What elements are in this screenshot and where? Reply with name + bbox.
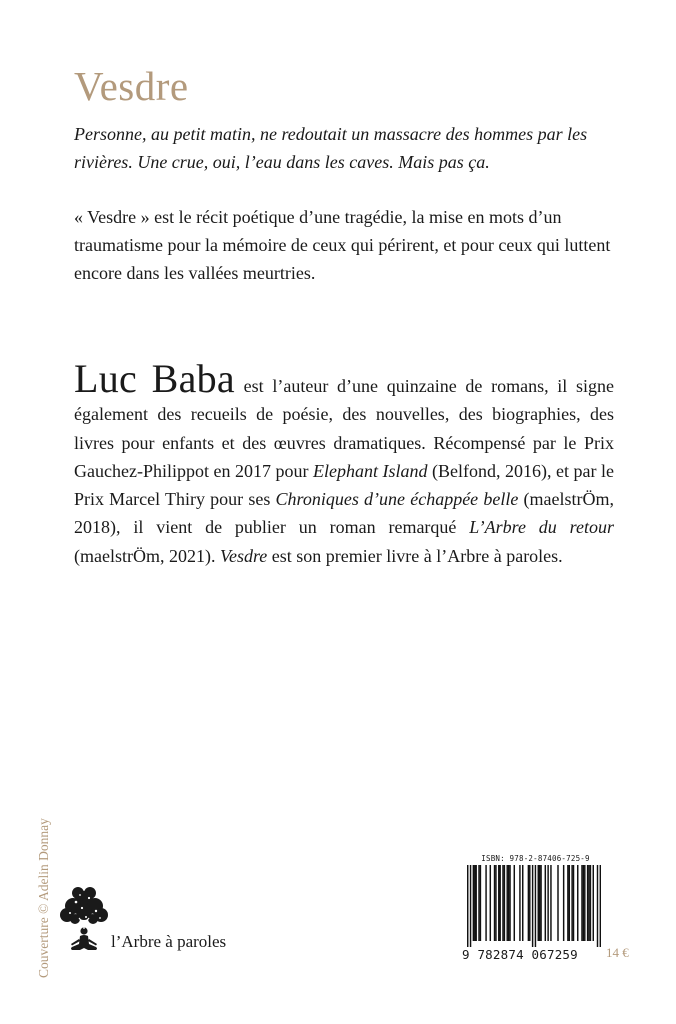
isbn-barcode	[462, 854, 604, 966]
barcode-bar	[473, 865, 474, 941]
barcode-bar	[540, 865, 541, 941]
barcode-bar	[535, 865, 536, 947]
barcode-bars	[467, 865, 601, 947]
tree-meditation-logo-icon	[58, 884, 110, 956]
isbn-label: ISBN: 978-2-87406-725-9	[481, 854, 590, 863]
barcode-bar	[509, 865, 510, 941]
barcode-bar	[600, 865, 601, 947]
barcode-bar	[593, 865, 594, 941]
barcode-bar	[557, 865, 558, 941]
cover-credit: Couverture © Adelin Donnay	[36, 818, 51, 978]
bio-text: est son premier livre à l’Arbre à paroles.	[267, 545, 563, 566]
summary: « Vesdre » est le récit poétique d’une tragédie, la mise en mots d’un traumatisme pour la mémoire de ceux qui périrent, et pour ceux qui luttent encore dans les vallées meurtries.	[74, 207, 611, 283]
barcode-bar	[577, 865, 578, 941]
barcode-bar	[475, 865, 476, 941]
barcode-bar	[485, 865, 486, 941]
book-title-italic: Chroniques d’une échappée belle	[275, 489, 519, 510]
barcode-bar	[588, 865, 589, 941]
barcode-digits: 9 782874 067259	[462, 947, 578, 962]
barcode-bar	[474, 865, 475, 941]
price: 14 €	[606, 945, 629, 960]
barcode-bar	[532, 865, 533, 947]
barcode-bar	[502, 865, 503, 941]
barcode-bar	[498, 865, 499, 941]
bio-text: (maelstrÖm, 2021).	[74, 545, 220, 566]
barcode-bar	[528, 865, 529, 941]
author-name: Luc Baba	[74, 356, 235, 401]
barcode-bar	[508, 865, 509, 941]
barcode-bar	[495, 865, 496, 941]
barcode-bar	[506, 865, 507, 941]
book-title-italic: L’Arbre du retour	[469, 517, 614, 538]
barcode-bar	[467, 865, 468, 947]
barcode-bar	[494, 865, 495, 941]
barcode-bar	[514, 865, 515, 941]
barcode-bar	[573, 865, 574, 941]
book-title-italic: Elephant Island	[313, 460, 428, 481]
barcode-bar	[581, 865, 582, 941]
barcode-bar	[567, 865, 568, 941]
barcode-bar	[545, 865, 546, 941]
barcode-bar	[547, 865, 548, 941]
bio-text: (maelstrÖm, 2018), il vient de publier un roman remarqué	[74, 489, 614, 538]
barcode-bar	[571, 865, 572, 941]
barcode-bar	[583, 865, 584, 941]
book-title-italic: Vesdre	[219, 545, 268, 566]
barcode-bar	[470, 865, 471, 947]
book-title: Vesdre	[74, 63, 189, 109]
barcode-bar	[519, 865, 520, 941]
barcode-bar	[538, 865, 539, 941]
barcode-bar	[590, 865, 591, 941]
barcode-bar	[563, 865, 564, 941]
barcode-bar	[539, 865, 540, 941]
barcode-bar	[529, 865, 530, 941]
barcode-bar	[550, 865, 551, 941]
bio-text: (Belfond, 2016), et par le Prix Marcel Thiry pour ses	[74, 460, 614, 510]
bio-text: est l’auteur d’une quinzaine de romans, il signe également des recueils de poésie, des nouvelles, des biographies, des livres pour enfants et des œuvres dramatiques. Récompensé par le Prix Gauchez-Philippot en 2017 pour	[74, 376, 614, 481]
barcode-bar	[522, 865, 523, 941]
epigraph: Personne, au petit matin, ne redoutait un massacre des hommes par les rivières. Une crue, oui, l’eau dans les caves. Mais pas ça.	[74, 124, 588, 172]
barcode-bar	[504, 865, 505, 941]
barcode-bar	[569, 865, 570, 941]
barcode-bar	[587, 865, 588, 941]
barcode-bar	[597, 865, 598, 947]
barcode-bar	[584, 865, 585, 941]
author-bio	[74, 356, 614, 570]
barcode-bar	[480, 865, 481, 941]
barcode-bar	[478, 865, 479, 941]
barcode-bar	[490, 865, 491, 941]
publisher-name: l’Arbre à paroles	[111, 932, 227, 951]
barcode-bar	[499, 865, 500, 941]
